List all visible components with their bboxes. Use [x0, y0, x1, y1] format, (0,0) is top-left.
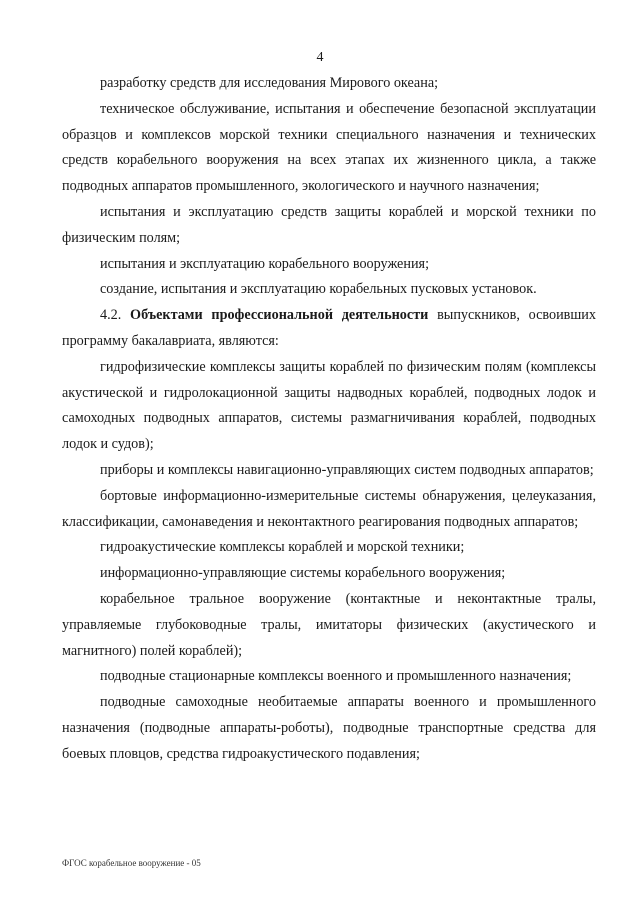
paragraph-self-propelled: подводные самоходные необитаемые аппараты военного и промышленного назначения (подводные аппараты-роботы), подводные транспортные средства для боевых пловцов, средства гидроакустического подавления;: [62, 694, 596, 762]
paragraph-control-systems: информационно-управляющие системы корабельного вооружения;: [100, 565, 506, 582]
paragraph-launchers: создание, испытания и эксплуатацию корабельных пусковых установок.: [100, 281, 537, 298]
paragraph-hydrophysical: гидрофизические комплексы защиты кораблей по физическим полям (комплексы акустической и гидролокационной защиты надводных кораблей, подводных лодок и самоходных подводных аппаратов, системы размагничивания кораблей, подводных лодок и судов);: [62, 358, 596, 453]
paragraph-maintenance: техническое обслуживание, испытания и обеспечение безопасной эксплуатации образцов и комплексов морской техники специального назначения и технических средств корабельного вооружения на всех этапах их жизненного цикла, а также подводных аппаратов промышленного, экологического и научного назначения;: [62, 100, 596, 195]
paragraph-armament-testing: испытания и эксплуатацию корабельного вооружения;: [100, 255, 430, 272]
section-heading-rest: выпускников, освоивших программу бакалавриата, являются:: [62, 307, 596, 349]
paragraph-protection-testing: испытания и эксплуатацию средств защиты кораблей и морской техники по физическим полям;: [62, 203, 596, 246]
page-number: 4: [316, 50, 324, 65]
paragraph-hydroacoustic: гидроакустические комплексы кораблей и морской техники;: [100, 539, 465, 556]
section-number: 4.2.: [100, 307, 131, 324]
paragraph-trawl: корабельное тральное вооружение (контактные и неконтактные тралы, управляемые глубоководные тралы, имитаторы физических (акустического и магнитного) полей кораблей);: [62, 590, 596, 659]
paragraph-onboard-systems: бортовые информационно-измерительные системы обнаружения, целеуказания, классификации, самонаведения и неконтактного реагирования подводных аппаратов;: [62, 487, 596, 530]
paragraph-stationary: подводные стационарные комплексы военного и промышленного назначения;: [100, 668, 572, 685]
paragraph-section-4-2: [62, 303, 596, 355]
paragraph-ocean-research: разработку средств для исследования Мирового океана;: [100, 75, 439, 91]
page-footer: ФГОС корабельное вооружение - 05: [62, 858, 201, 868]
document-body: [62, 71, 596, 768]
paragraph-navigation: приборы и комплексы навигационно-управляющих систем подводных аппаратов;: [100, 461, 594, 478]
section-heading-bold: Объектами профессиональной деятельности: [130, 307, 429, 324]
